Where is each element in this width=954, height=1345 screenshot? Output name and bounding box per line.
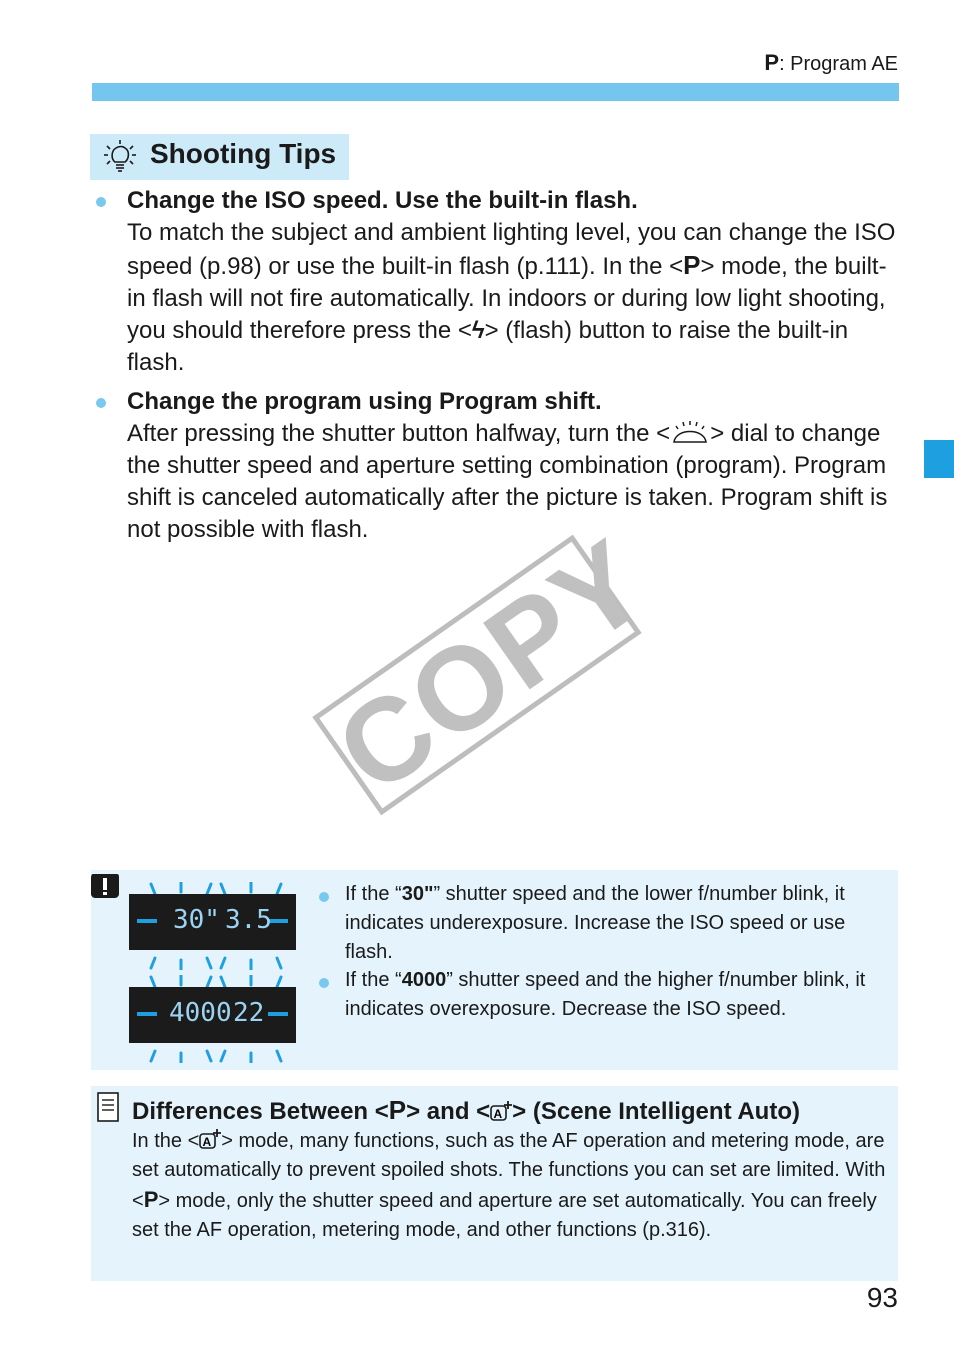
tip-iso-flash — [127, 185, 897, 379]
tip-program-shift — [127, 386, 897, 546]
header-bar — [92, 83, 899, 101]
page-number: 93 — [866, 1282, 898, 1313]
tip-body: After pressing the shutter button halfway, turn the < > dial to change the shutter speed and aperture setting combination (program). Program shift is canceled automatically after the picture is taken. Program shift is not possible with flash. — [127, 420, 888, 543]
section-title: : Program AE — [779, 53, 898, 75]
lcd-shutter: 4000 — [169, 998, 232, 1028]
bullet-icon — [96, 398, 106, 408]
caution-panel — [91, 870, 898, 1070]
memo-icon — [97, 1092, 119, 1122]
lcd-aperture: 3.5 — [225, 905, 272, 935]
shooting-tips-tag — [90, 134, 349, 180]
bullet-icon — [96, 197, 106, 207]
svg-text:A: A — [202, 1135, 212, 1149]
caution-item-overexposure: If the “4000” shutter speed and the higher f/number blink, it indicates overexposure. Decrease the ISO speed. — [345, 969, 866, 1020]
bullet-icon — [319, 978, 329, 988]
scene-intelligent-auto-icon — [490, 1101, 512, 1121]
scene-intelligent-auto-icon — [199, 1129, 221, 1149]
main-dial-icon — [670, 420, 710, 444]
note-title: Differences Between <P> and < A > (Scene Intelligent Auto) — [132, 1095, 800, 1125]
mode-p-symbol: P — [388, 1095, 407, 1125]
svg-text:A: A — [493, 1107, 503, 1121]
copy-watermark — [312, 514, 671, 820]
mode-p-symbol: P — [764, 50, 780, 75]
running-header — [700, 50, 898, 76]
lcd-shutter: 30" — [173, 905, 220, 935]
flash-icon: ϟ — [471, 317, 485, 344]
lcd-aperture: 22 — [233, 998, 265, 1028]
lightbulb-icon — [104, 140, 136, 174]
tip-body: To match the subject and ambient lighting level, you can change the ISO speed (p.98) or use the built-in flash (p.111). In the <P> mode, the built-in flash will not fire automatically. In indoors or during low light shooting, you should therefore press the <ϟ> (flash) button to raise the built-in flash. — [127, 219, 896, 376]
chapter-tab — [924, 440, 954, 478]
tip-heading: Change the ISO speed. Use the built-in flash. — [127, 187, 638, 214]
caution-icon — [90, 872, 120, 900]
lcd-overexposure — [129, 987, 296, 1043]
bullet-icon — [319, 892, 329, 902]
mode-p-symbol: P — [143, 1187, 159, 1212]
note-panel — [91, 1086, 898, 1281]
lcd-underexposure — [129, 894, 296, 950]
shooting-tips-title: Shooting Tips — [150, 138, 337, 169]
caution-item-underexposure: If the “30"” shutter speed and the lower f/number blink, it indicates underexposure. Increase the ISO speed or use flash. — [345, 883, 846, 963]
tip-heading: Change the program using Program shift. — [127, 388, 602, 415]
watermark-text: COPY — [314, 514, 671, 820]
note-body: In the < A > mode, many functions, such as the AF operation and metering mode, are set automatically to prevent spoiled shots. The functions you can set are limited. With <P> mode, only the shutter speed and aperture are set automatically. You can freely set the AF operation, metering mode, and other functions (p.316). — [132, 1130, 886, 1241]
mode-p-symbol: P — [683, 250, 701, 280]
